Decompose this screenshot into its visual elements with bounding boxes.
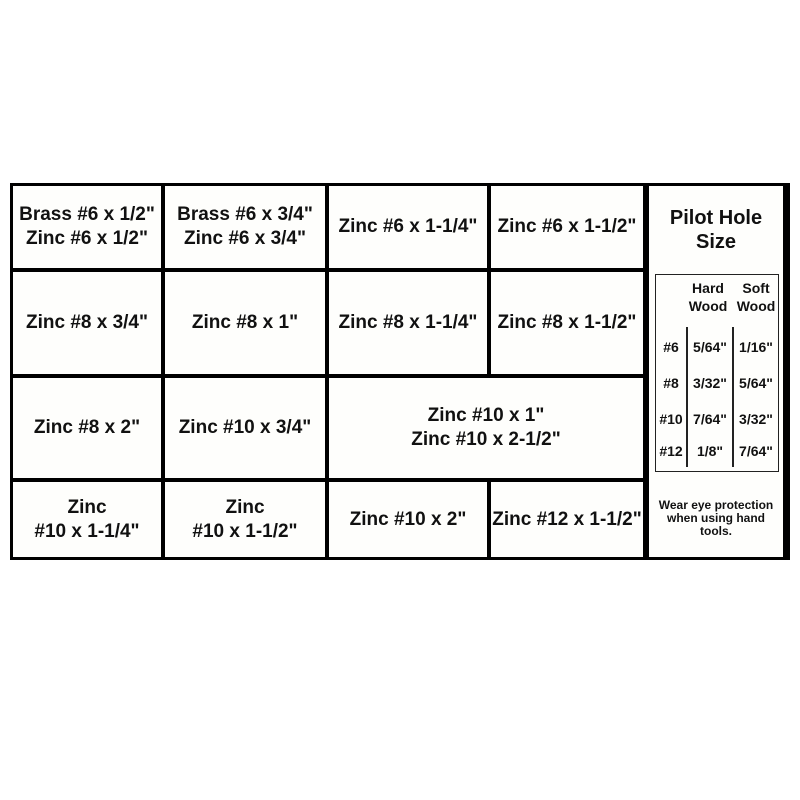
soft-wood-size: 5/64" xyxy=(739,375,773,391)
bin-zinc-10x2 xyxy=(329,482,487,557)
bin-label-line1: Zinc #8 x 1-1/2" xyxy=(497,312,637,333)
bin-label-line1: Zinc #12 x 1-1/2" xyxy=(492,508,642,530)
screw-size: #6 xyxy=(663,339,679,355)
bin-zinc-10x1-1-4 xyxy=(13,482,161,557)
hard-wood-size: 3/32" xyxy=(693,375,727,391)
bin-label-line2: Zinc #6 x 1/2" xyxy=(25,228,148,249)
pilot-hole-title-line2: Size xyxy=(695,231,737,253)
bin-label-line1: Zinc xyxy=(225,496,265,518)
bin-label-line1: Brass #6 x 1/2" xyxy=(19,204,155,225)
pilot-row-6 xyxy=(656,329,778,365)
bin-zinc-8x1-1-4 xyxy=(329,272,487,374)
hard-wood-header xyxy=(686,279,730,315)
pilot-hole-panel xyxy=(649,186,783,557)
bin-label-line2: #10 x 1-1/4" xyxy=(34,520,140,542)
bin-zinc-8x2 xyxy=(13,378,161,478)
bin-label-line1: Brass #6 x 3/4" xyxy=(177,204,313,225)
bin-label-line1: Zinc #8 x 1-1/4" xyxy=(338,312,478,333)
bin-brass-zinc-6x3-4 xyxy=(165,186,325,268)
soft-wood-size: 7/64" xyxy=(739,443,773,459)
bin-label-line2: Zinc #10 x 2-1/2" xyxy=(411,429,561,450)
bin-zinc-10x3-4 xyxy=(165,378,325,478)
hard-wood-header-line2: Wood xyxy=(688,298,728,314)
bin-zinc-12x1-1-2 xyxy=(491,482,643,557)
bin-label-line1: Zinc #8 x 2" xyxy=(33,417,141,438)
safety-note-line2: when using hand xyxy=(667,511,765,525)
bin-zinc-8x1 xyxy=(165,272,325,374)
bin-label-line1: Zinc #8 x 1" xyxy=(191,312,299,333)
bin-zinc-6x1-1-2 xyxy=(491,186,643,268)
bin-zinc-6x1-1-4 xyxy=(329,186,487,268)
bin-label-line2: Zinc #6 x 3/4" xyxy=(183,228,306,249)
bin-label-line2: #10 x 1-1/2" xyxy=(192,520,298,542)
pilot-hole-title xyxy=(649,206,783,254)
soft-wood-size: 3/32" xyxy=(739,411,773,427)
safety-note xyxy=(649,499,783,538)
pilot-hole-title-line1: Pilot Hole xyxy=(669,207,763,229)
bin-zinc-10x1-and-2-1-2 xyxy=(329,378,643,478)
pilot-row-10 xyxy=(656,401,778,437)
hard-wood-size: 5/64" xyxy=(693,339,727,355)
safety-note-line1: Wear eye protection xyxy=(658,498,774,512)
bin-zinc-8x3-4 xyxy=(13,272,161,374)
bin-label-line1: Zinc #10 x 3/4" xyxy=(178,417,312,438)
screw-size: #10 xyxy=(659,411,683,427)
soft-wood-size: 1/16" xyxy=(739,339,773,355)
bin-label-line1: Zinc #6 x 1-1/2" xyxy=(497,216,637,237)
bin-brass-zinc-6x1-2 xyxy=(13,186,161,268)
safety-note-line3: tools. xyxy=(700,524,732,538)
screw-size: #12 xyxy=(659,443,683,459)
pilot-row-12 xyxy=(656,433,778,469)
pilot-hole-table xyxy=(655,274,779,472)
bin-label-line1: Zinc #6 x 1-1/4" xyxy=(338,216,478,237)
bin-label-line1: Zinc #10 x 1" xyxy=(427,405,545,426)
bin-label-line1: Zinc xyxy=(67,496,107,518)
hard-wood-size: 1/8" xyxy=(696,443,724,459)
bin-label-line1: Zinc #8 x 3/4" xyxy=(25,312,148,333)
pilot-row-8 xyxy=(656,365,778,401)
soft-wood-header xyxy=(734,279,778,315)
hard-wood-size: 7/64" xyxy=(693,411,727,427)
soft-wood-header-line2: Wood xyxy=(736,298,776,314)
soft-wood-header-line1: Soft xyxy=(742,280,770,296)
bin-label-line1: Zinc #10 x 2" xyxy=(349,508,467,530)
bin-zinc-10x1-1-2 xyxy=(165,482,325,557)
hard-wood-header-line1: Hard xyxy=(692,280,724,296)
screw-organizer-label xyxy=(10,183,790,560)
bin-zinc-8x1-1-2 xyxy=(491,272,643,374)
screw-size: #8 xyxy=(663,375,679,391)
